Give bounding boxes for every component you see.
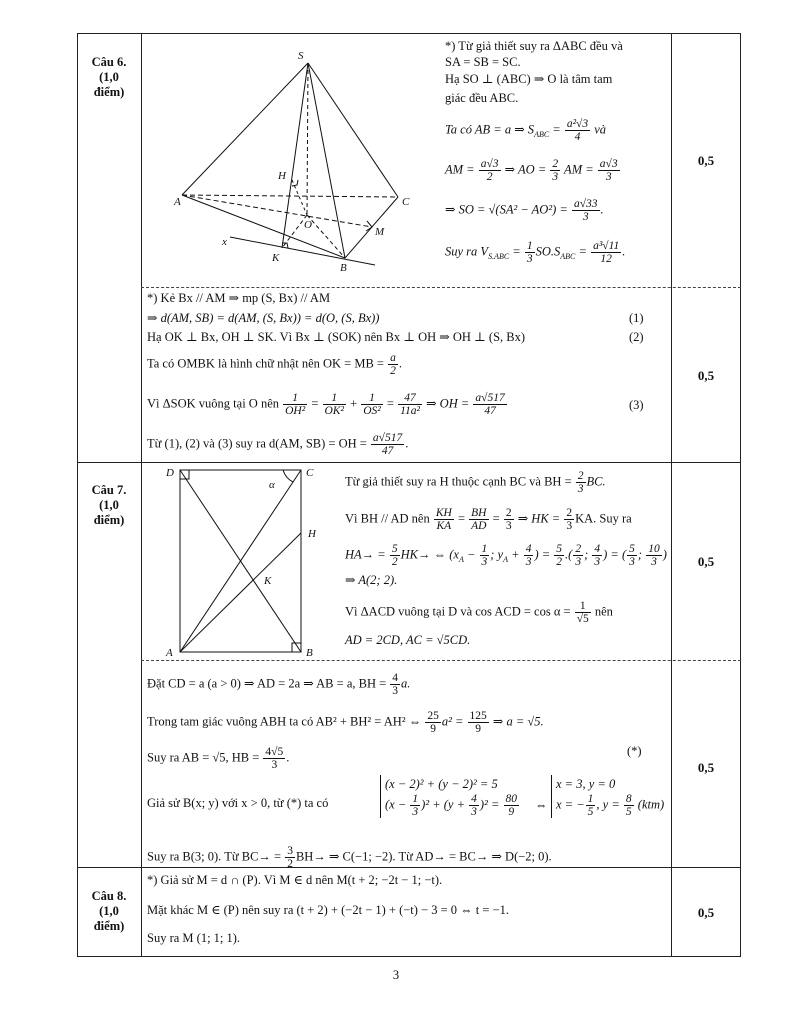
rect-label-h: H: [308, 528, 316, 540]
pyramid-label-k: K: [272, 252, 280, 264]
q6-line8: Suy ra $V_{S.ABC}$ = $\frac{1}{3}$ $SO.S_{ABC}$ = $\frac{\text{a³√11}}{12}$ .: [445, 240, 626, 265]
question-7-label: Câu 7. (1,0 điểm): [91, 483, 127, 527]
q7-line2: Vì BH // AD nên $\frac{KH}{KA}$ = $\frac{BH}{AD}$ = $\frac{2}{3}$ ⇒ HK = $\frac{2}{3}$ KA. Suy ra: [345, 507, 632, 532]
rect-label-b: B: [306, 647, 313, 658]
score-q6-part2: 0,5: [697, 368, 715, 383]
q7b-line2: Trong tam giác vuông ABH ta có AB² + BH² = AH² ⇔ $\frac{25}{9}$ a² = $\frac{125}{9}$ ⇒ a = √5.: [147, 710, 544, 735]
q7b-system: [380, 775, 520, 818]
q6b-tag1: (1): [629, 311, 644, 325]
pyramid-label-b: B: [340, 262, 347, 274]
q8-line2: Mặt khác M ∈ (P) nên suy ra (t + 2) + (−2t − 1) + (−t) − 3 = 0 ⇔ t = −1.: [147, 903, 509, 917]
q6-line6: AM = $\frac{a√3}{2}$ ⇒ AO = $\frac{2}{3}$ AM = $\frac{a√3}{3}$: [445, 158, 618, 183]
q7b-system-brace: (x − 2)² + (y − 2)² = 5 (x − $\frac{1}{3}$ )² + (y + $\frac{4}{3}$ )² = $\frac{80}{9}$: [380, 775, 520, 818]
rect-label-a: A: [166, 647, 173, 658]
q7-line5: Vì ΔACD vuông tại D và cos ACD = cos α = $\frac{1}{√5}$ nên: [345, 600, 613, 625]
q6-line4: giác đều ABC.: [445, 91, 519, 105]
pyramid-label-m: M: [375, 226, 385, 238]
q6b-line6: Từ (1), (2) và (3) suy ra d(AM, SB) = OH = $\frac{a√517}{47}$ .: [147, 432, 409, 457]
column-divider-left: [141, 33, 142, 957]
q7b-result: x = 3, y = 0 x = − $\frac{1}{5}$ , y = $\frac{8}{5}$ (ktm): [551, 775, 664, 818]
rect-label-d: D: [166, 467, 174, 479]
q6b-tag2: (2): [629, 330, 644, 344]
rect-label-c: C: [306, 467, 314, 479]
score-q8-part1: 0,5: [697, 905, 715, 920]
q6b-line1: *) Kẻ Bx // AM ⇒ mp (S, Bx) // AM: [147, 291, 331, 305]
pyramid-label-h: H: [278, 170, 286, 182]
score-q7-part2: 0,5: [697, 760, 715, 775]
q7b-tag-star: (*): [627, 744, 642, 758]
q6-line1: *) Từ giả thiết suy ra ΔABC đều và: [445, 39, 623, 53]
q7b-line3: Suy ra AB = √5, HB = $\frac{4√5}{3}$ .: [147, 746, 290, 771]
q7-line4: ⇒ A(2; 2).: [345, 573, 398, 587]
pyramid-label-c: C: [402, 196, 410, 208]
score-q6-part1: 0,5: [697, 153, 715, 168]
page-number: 3: [392, 968, 400, 982]
q7-line6: AD = 2CD, AC = √5CD.: [345, 633, 471, 647]
dashed-divider-q7: [141, 660, 741, 661]
question-6-label: Câu 6. (1,0 điểm): [91, 55, 127, 99]
pyramid-label-o: O: [304, 219, 312, 231]
pyramid-label-a: A: [174, 196, 181, 208]
rect-label-alpha: α: [269, 479, 275, 491]
pyramid-label-s: S: [298, 50, 304, 62]
q6-line2: SA = SB = SC.: [445, 55, 521, 69]
q7b-line1: Đặt CD = a (a > 0) ⇒ AD = 2a ⇒ AB = a, BH = $\frac{4}{3}$ a.: [147, 672, 411, 697]
q7-line3: HA→ = $\frac{5}{2}$ HK→ ⇔ ($x_A$ − $\frac{1}{3}$ ; $y_A$ + $\frac{4}{3}$ ) = $\frac{5}{2}$ .( $\frac{2}{3}$ ; $\frac{4}{3}$ ) = ( $\frac{5}{3}$ ; $\frac{10}{3}$ ): [345, 543, 667, 568]
q7b-line5: Suy ra B(3; 0). Từ BC→ = $\frac{3}{2}$ BH→ ⇒ C(−1; −2). Từ AD→ = BC→ ⇒ D(−2; 0).: [147, 845, 552, 870]
q6b-line4: Ta có OMBK là hình chữ nhật nên OK = MB = $\frac{a}{2}$ .: [147, 352, 402, 377]
q6b-line3: Hạ OK ⊥ Bx, OH ⊥ SK. Vì Bx ⊥ (SOK) nên Bx ⊥ OH ⇒ OH ⊥ (S, Bx): [147, 330, 526, 344]
question-8-label: Câu 8. (1,0 điểm): [91, 889, 127, 933]
q7b-equiv: ⇔: [535, 798, 548, 812]
q7b-line4-intro: Giả sử B(x; y) với x > 0, từ (*) ta có: [147, 796, 329, 810]
q6-line7: ⇒ SO = √(SA² − AO²) = $\frac{a√33}{3}$ .: [445, 198, 604, 223]
rectangle-figure: [158, 464, 328, 658]
q8-line1: *) Giả sử M = d ∩ (P). Vì M ∈ d nên M(t + 2; −2t − 1; −t).: [147, 873, 443, 887]
pyramid-figure: [170, 45, 420, 277]
q6-line3: Hạ SO ⊥ (ABC) ⇒ O là tâm tam: [445, 72, 613, 86]
dashed-divider-q6: [141, 287, 741, 288]
q8-line3: Suy ra M (1; 1; 1).: [147, 931, 241, 945]
column-divider-right: [671, 33, 672, 957]
q6b-line2: ⇒ d(AM, SB) = d(AM, (S, Bx)) = d(O, (S, Bx)): [147, 311, 380, 325]
q6b-line5: Vì ΔSOK vuông tại O nên $\frac{1}{\text{OH²}}$ = $\frac{1}{\text{OK²}}$ + $\frac{1}{\text{OS²}}$ = $\frac{47}{\text{11a²}}$ ⇒ OH = $\frac{a√517}{47}$: [147, 392, 505, 417]
score-q7-part1: 0,5: [697, 554, 715, 569]
q6b-tag3: (3): [629, 398, 644, 412]
pyramid-label-x: x: [222, 236, 227, 248]
q7-line1: Từ giả thiết suy ra H thuộc cạnh BC và BH = $\frac{2}{3}$ BC.: [345, 470, 606, 495]
q6-line5: Ta có AB = a ⇒ $S_{ABC}$ = $\frac{\text{a²√3}}{4}$ và: [445, 118, 607, 143]
row-divider-q6-q7: [77, 462, 741, 463]
rect-label-k: K: [264, 575, 272, 587]
